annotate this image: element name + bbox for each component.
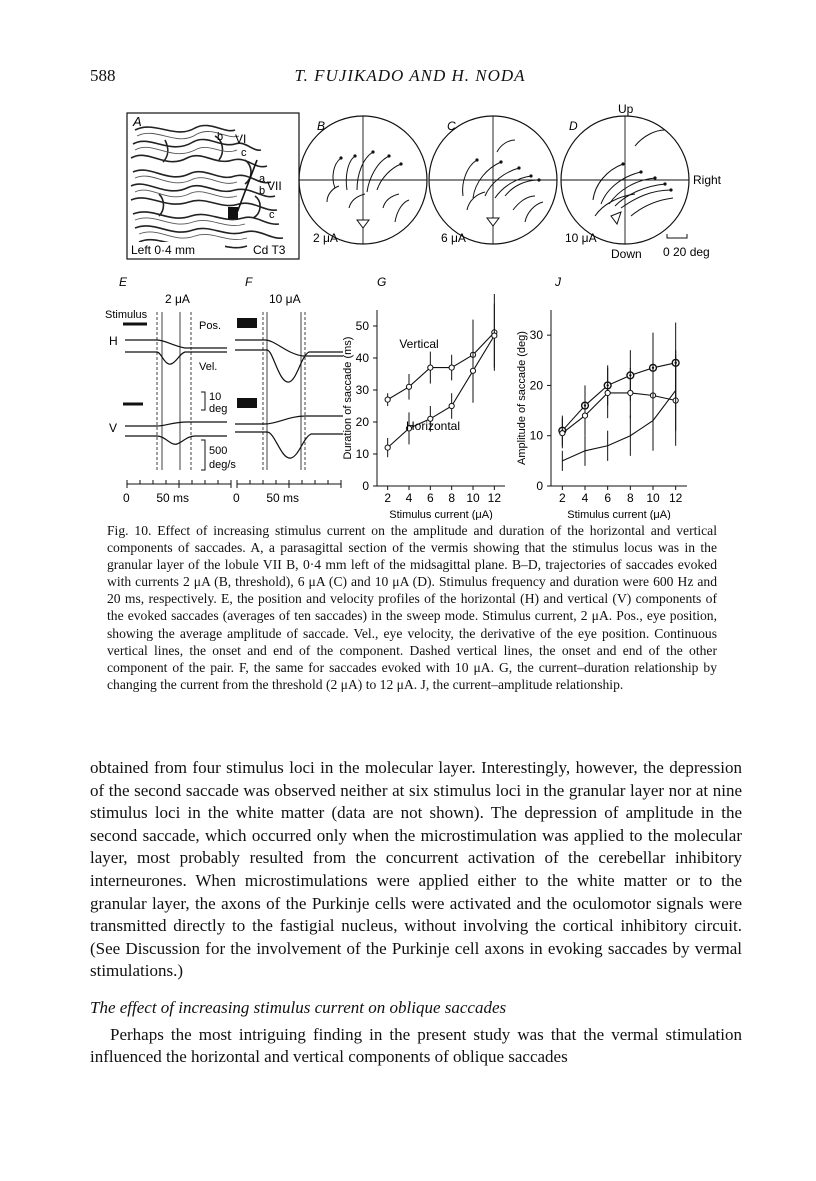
section-heading: The effect of increasing stimulus current on oblique saccades [90,997,507,1017]
g-x-tick-label: 6 [426,491,434,505]
g-y-axis-label: Duration of saccade (ms) [342,336,354,460]
j-data-point [560,431,565,436]
j-y-axis-label: Amplitude of saccade (deg) [516,331,528,465]
trajectory-scale-bar: 0 20 deg [663,245,710,259]
g-series-label: Vertical [399,337,439,351]
g-data-point [406,384,411,389]
body-paragraph: Perhaps the most intriguing finding in the present study was that the vermal stimulation influenced the horizontal and vertical components of oblique saccades [90,1024,742,1067]
velocity-scale-number: 500 [209,445,228,457]
trajectory-panel-c [429,116,557,245]
trajectory-panels [299,102,722,261]
panel-j-label: J [555,275,561,289]
j-series-line [562,390,675,460]
panel-f-time-axis: 0 50 ms [233,491,300,505]
j-data-point [582,413,587,418]
g-x-tick-label: 10 [466,491,480,505]
lobule-label: b [217,131,224,143]
panel-f-label: F [245,275,253,289]
figure-10 [95,100,735,520]
panel-e-current: 2 μA [165,292,190,306]
panel-g-label: G [377,275,387,289]
j-x-axis-label: Stimulus current (μA) [567,509,671,520]
lobule-label: a [259,173,266,185]
page-number: 588 [90,66,116,85]
g-data-point [449,365,454,370]
running-authors: T. FUJIKADO AND H. NODA [294,66,526,85]
g-x-tick-label: 2 [384,491,392,505]
stimulus-label: Stimulus [105,309,148,321]
horizontal-trace-label: H [109,334,118,348]
lobule-label: c [269,209,275,221]
body-paragraph: obtained from four stimulus loci in the molecular layer. Interestingly, however, the depression of the second saccade was observed neither at six stimulus loci in the granular layer nor at nine stimulus loci in the white matter (data are not shown). The depression of amplitude in the second saccade, which occurred only when the microstimulation was applied to the molecular layer, most probably resulted from the concurrent activation of the cerebellar inhibitory interneurones. When microstimulations were applied either to the white matter or to the granular layer, the axons of the Purkinje cells were activated and the oculomotor signals were transmitted directly to the fastigial nucleus, without involving the cortical inhibitory circuit. (See Discussion for the involvement of the Purkinje cell axons in evoking saccades by vermal stimulations.) [90,758,742,981]
j-x-tick-label: 2 [558,491,566,505]
panel-b-label: B [317,119,326,133]
g-series-label: Horizontal [405,419,461,433]
j-x-tick-label: 12 [668,491,683,505]
g-data-point [492,333,497,338]
lobule-label: c [241,147,247,159]
j-x-tick-label: 10 [646,491,660,505]
trajectory-panel-d [561,116,689,245]
g-data-point [385,445,390,450]
panel-b-current: 2 μA [313,231,338,245]
panel-e-traces [105,275,236,505]
panel-d-current: 10 μA [565,231,597,245]
g-data-point [470,368,475,373]
position-scale-unit: deg [209,403,228,415]
caption-text: Fig. 10. Effect of increasing stimulus current on the amplitude and duration of the horizontal and vertical components of saccades. A, a parasagittal section of the vermis showing that the stimulus locus was in the granular layer of the lobule VII B, 0·4 mm left of the midsagittal plane. B–D, trajectories of saccades evoked with currents 2 μA (B, threshold), 6 μA (C) and 10 μA (D). Stimulus frequency and duration were 600 Hz and 20 ms, respectively. E, the position and velocity profiles of the horizontal (H) and vertical (V) components of the evoked saccades (averages of ten saccades) in the sweep mode. Stimulus current, 2 μA. Pos., eye position, showing the average amplitude of saccade. Vel., eye velocity, the derivative of the eye position. Continuous vertical lines, the onset and end of the component. Dashed vertical lines, the onset and end of the other component of the pair. F, the same for saccades evoked with 10 μA. G, the current–duration relationship by changing the current from the threshold (2 μA) to 12 μA. J, the current–amplitude relationship. [107,523,717,692]
panel-e-label: E [119,275,128,289]
panel-d-label: D [569,119,578,133]
running-header [90,66,730,90]
g-y-tick-label: 20 [355,415,369,429]
chart-j-amplitude [516,310,735,520]
panel-e-time-axis: 0 50 ms [123,491,190,505]
up-direction-label: Up [618,102,634,116]
j-x-tick-label: 8 [626,491,634,505]
chart-g-duration [342,294,505,520]
panel-a-label: A [133,114,142,129]
g-y-tick-label: 10 [355,447,369,461]
g-y-tick-label: 40 [355,351,369,365]
position-scale-number: 10 [209,391,222,403]
panel-c-current: 6 μA [441,231,466,245]
g-data-point [428,365,433,370]
body-text [90,757,742,1069]
vertical-trace-label: V [109,421,118,435]
velocity-scale-unit: deg/s [209,459,236,471]
j-data-point [605,390,610,395]
g-x-tick-label: 12 [487,491,502,505]
j-x-tick-label: 4 [581,491,589,505]
trajectory-panel-b [299,116,427,245]
g-y-tick-label: 50 [355,319,369,333]
velocity-label: Vel. [199,361,218,373]
lobule-label: VI [235,132,247,146]
j-data-point [628,390,633,395]
j-y-tick-label: 20 [529,378,543,393]
case-label: Cd T3 [253,243,286,257]
section-position-label: Left 0·4 mm [131,243,196,257]
j-y-tick-label: 10 [529,428,543,443]
right-direction-label: Right [693,173,722,187]
down-direction-label: Down [611,247,642,261]
figure-caption [107,522,717,693]
j-y-tick-label: 0 [536,479,543,493]
position-label: Pos. [199,320,222,332]
j-x-tick-label: 6 [604,491,612,505]
g-y-tick-label: 0 [362,479,369,493]
panel-f-current: 10 μA [269,292,301,306]
panel-f-traces [233,275,343,505]
lobule-label: VII [267,179,282,193]
g-x-tick-label: 4 [405,491,413,505]
lobule-label: b [259,185,266,197]
g-x-axis-label: Stimulus current (μA) [389,509,493,520]
g-data-point [449,403,454,408]
g-x-tick-label: 8 [448,491,456,505]
g-y-tick-label: 30 [355,383,369,397]
g-data-point [385,397,390,402]
j-y-tick-label: 30 [529,328,543,343]
panel-a-histology [127,113,299,259]
panel-c-label: C [447,119,456,133]
